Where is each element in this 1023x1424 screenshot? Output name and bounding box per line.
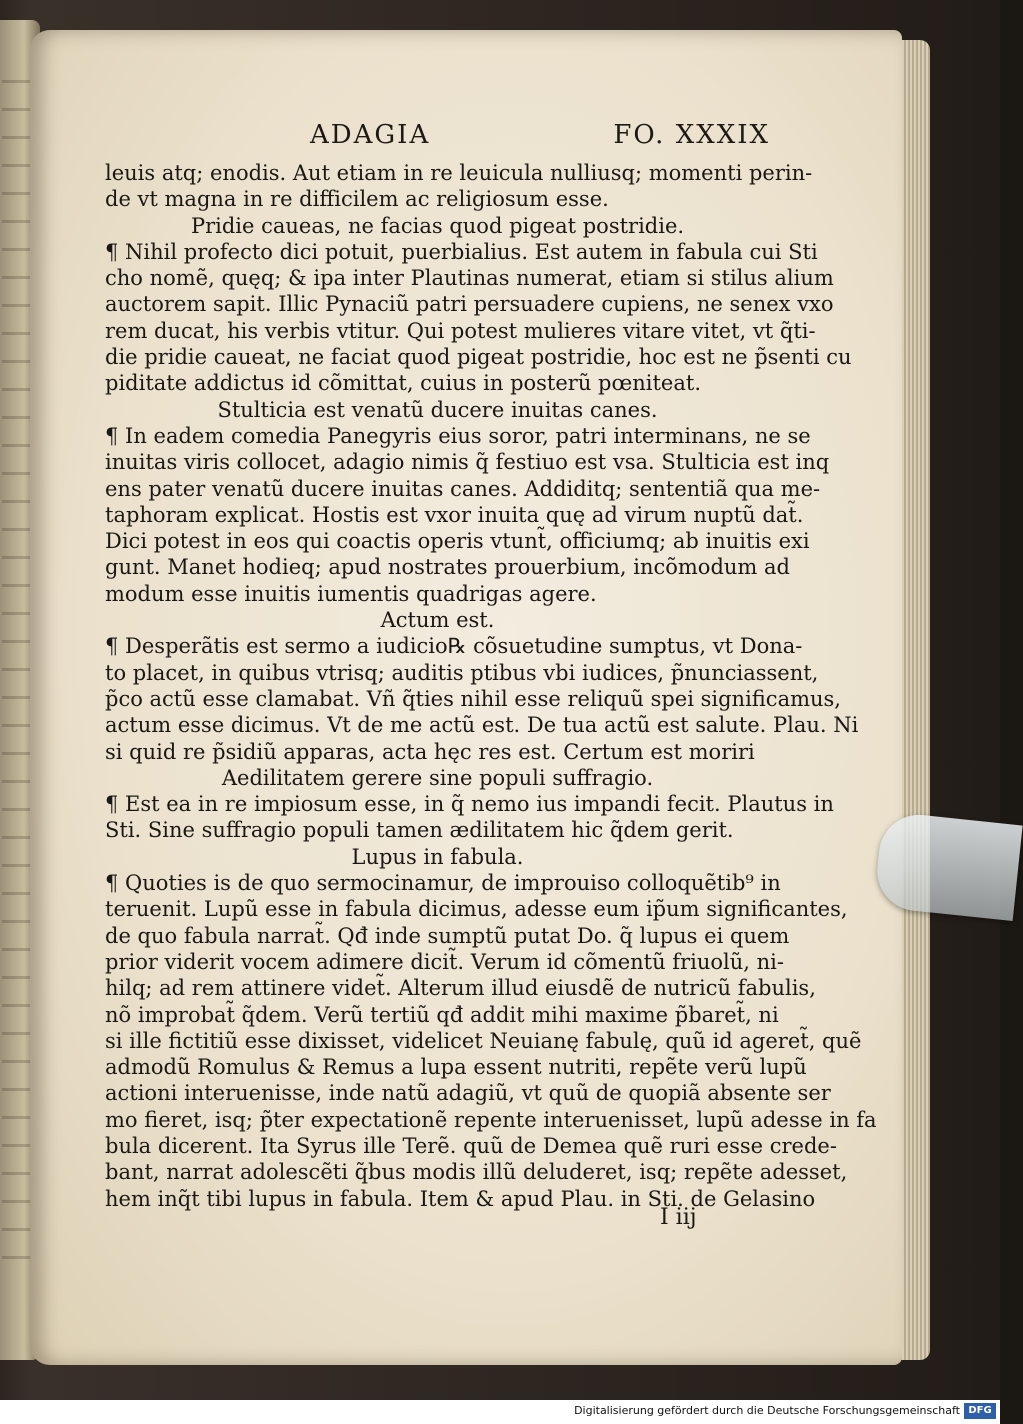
text-line: actum esse dicimus. Vt de me actũ est. De tua actũ est salute. Plau. Ni xyxy=(105,713,859,738)
text-line: to placet, in quibus vtrisq; auditis ptibus vbi iudices, p̃nunciassent, xyxy=(105,660,819,685)
text-line: modum esse inuitis iumentis quadrigas agere. xyxy=(105,581,597,606)
text-line: taphoram explicat. Hostis est vxor inuita quę ad virum nuptũ dat̃. xyxy=(105,502,804,527)
text-line: cho nomẽ, quęq; & ipa inter Plautinas numerat, etiam si stilus alium xyxy=(105,266,834,291)
adage-heading: Actum est. xyxy=(380,608,495,633)
text-line: Dici potest in eos qui coactis operis vtunt̃, officiumq; ab inuitis exi xyxy=(105,529,810,554)
text-line: de quo fabula narrat̃. Qđ inde sumptũ putat Do. q̃ lupus ei quem xyxy=(105,923,790,948)
text-line: si ille fictitiũ esse dixisset, videlicet Neuianę fabulę, quũ id ageret̃, quẽ xyxy=(105,1028,862,1053)
folio-number: FO. XXXIX xyxy=(613,120,770,150)
facing-page-text-shadow xyxy=(2,80,32,1280)
text-line: hilq; ad rem attinere videt̃. Alterum illud eiusdẽ de nutricũ fabulis, xyxy=(105,976,816,1001)
text-line: leuis atq; enodis. Aut etiam in re leuicula nulliusq; momenti perin- xyxy=(105,161,813,185)
adage-heading: Lupus in fabula. xyxy=(351,844,524,869)
page-clip xyxy=(873,811,1022,921)
running-header xyxy=(310,120,770,156)
text-line: bant, narrat adolescẽti q̃bus modis illũ deluderet, isq; repẽte adesset, xyxy=(105,1160,848,1185)
text-line: rem ducat, his verbis vtitur. Qui potest mulieres vitare vitet, vt q̃ti- xyxy=(105,318,816,343)
text-line: mo fieret, isq; p̃ter expectationẽ repente interuenisset, lupũ adesse in fa xyxy=(105,1107,877,1132)
text-line: ¶ Quoties is de quo sermocinamur, de improuiso colloquẽtib⁹ in xyxy=(105,871,781,896)
funding-credit: Digitalisierung gefördert durch die Deutsche Forschungsgemeinschaft xyxy=(574,1404,960,1417)
text-line: auctorem sapit. Illic Pynaciũ patri persuadere cupiens, ne senex vxo xyxy=(105,292,834,317)
text-line: teruenit. Lupũ esse in fabula dicimus, adesse eum ip̃um significantes, xyxy=(105,897,848,922)
text-line: Sti. Sine suffragio populi tamen ædilitatem hic q̃dem gerit. xyxy=(105,818,734,843)
signature-mark: I iij xyxy=(660,1205,697,1230)
adage-heading: Stulticia est venatũ ducere inuitas canes. xyxy=(217,397,658,422)
text-line: prior viderit vocem adimere dicit̃. Verum id cõmentũ friuolũ, ni- xyxy=(105,949,784,974)
adage-heading: Aedilitatem gerere sine populi suffragio. xyxy=(221,765,654,790)
dfg-logo: DFG xyxy=(964,1403,996,1419)
text-line: si quid re p̃sidiũ apparas, acta hęc res est. Certum est moriri xyxy=(105,739,755,764)
text-line: actioni interuenisse, inde natũ adagiũ, vt quũ de quopiã absente ser xyxy=(105,1081,831,1106)
footer-bar xyxy=(0,1400,1000,1424)
adage-heading: Pridie caueas, ne facias quod pigeat postridie. xyxy=(190,213,685,238)
text-line: inuitas viris collocet, adagio nimis q̃ festiuo est vsa. Stulticia est inq xyxy=(105,450,830,475)
text-line: de vt magna in re difficilem ac religiosum esse. xyxy=(105,187,609,212)
text-line: ¶ Est ea in re impiosum esse, in q̃ nemo ius impandi fecit. Plautus in xyxy=(105,792,834,817)
text-line: ¶ Nihil profecto dici potuit, puerbialius. Est autem in fabula cui Sti xyxy=(105,239,818,264)
text-line: ¶ Desperãtis est sermo a iudicio℞ cõsuetudine sumptus, vt Dona- xyxy=(105,634,803,659)
text-line: nõ improbat̃ q̃dem. Verũ tertiũ qđ addit mihi maxime p̃baret̃, ni xyxy=(105,1002,779,1027)
running-title: ADAGIA xyxy=(310,120,431,150)
text-line: piditate addictus id cõmittat, cuius in posterũ pœniteat. xyxy=(105,371,701,396)
text-line: die pridie caueat, ne faciat quod pigeat postridie, hoc est ne p̃senti cu xyxy=(105,345,852,370)
text-line: admodũ Romulus & Remus a lupa essent nutriti, repẽte verũ lupũ xyxy=(105,1055,807,1080)
text-line: hem inq̃t tibi lupus in fabula. Item & apud Plau. in Sti. de Gelasino xyxy=(105,1186,816,1211)
text-line: gunt. Manet hodieq; apud nostrates prouerbium, incõmodum ad xyxy=(105,555,790,580)
text-line: bula dicerent. Ita Syrus ille Terẽ. quũ de Demea quẽ ruri esse crede- xyxy=(105,1133,837,1158)
text-line: ens pater venatũ ducere inuitas canes. Addiditq; sententiã qua me- xyxy=(105,476,821,501)
text-line: p̃co actũ esse clamabat. Vñ q̃ties nihil esse reliquũ spei significamus, xyxy=(105,686,841,711)
text-line: ¶ In eadem comedia Panegyris eius soror, patri interminans, ne se xyxy=(105,423,811,448)
text-block xyxy=(105,160,877,1212)
